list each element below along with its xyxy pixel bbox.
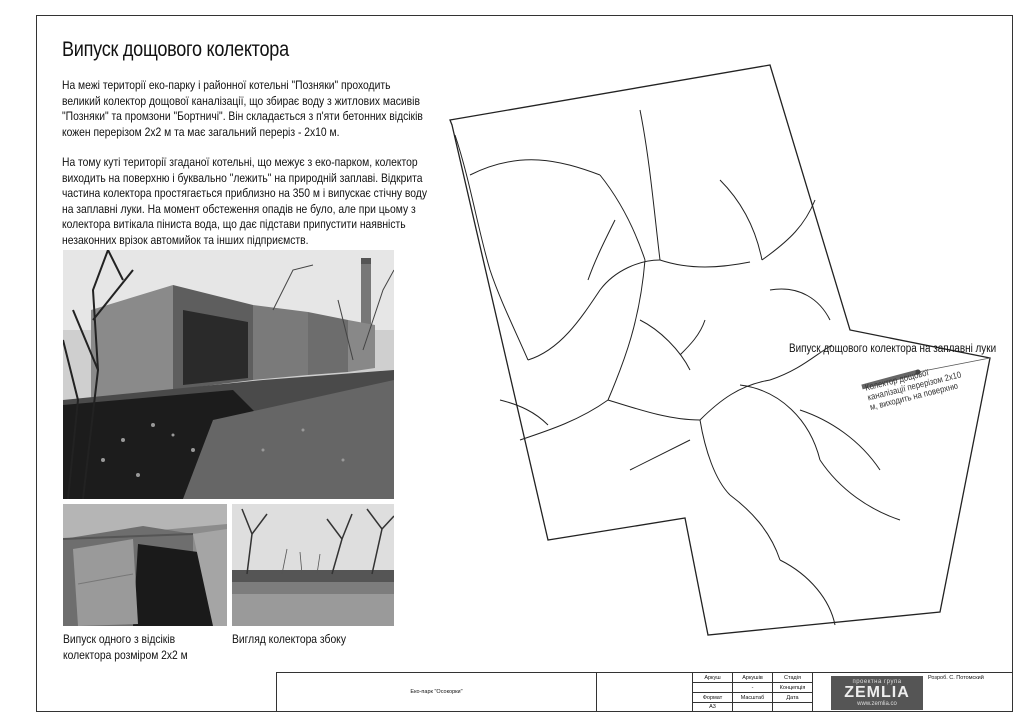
format-header: Формат xyxy=(693,693,733,703)
description-paragraph-1: На межі території еко-парку і районної котельні "Позняки" проходить великий колектор дощової каналізації, що збирає воду з житлових масивів "Позняки" та промзони "Бортничі". Він складається з п'яти бетонних відсіків кожен перерізом 2х2 м та має загальний переріз - 2х10 м. xyxy=(62,78,423,139)
project-name-cell xyxy=(277,673,597,712)
collector-note-text: Колектор дощової каналізації перерізом 2х10 м, виходить на поверхню xyxy=(864,367,963,413)
arkush-header: Аркуш xyxy=(693,673,733,683)
arkush-value xyxy=(693,683,733,693)
stadia-value: Концепція xyxy=(773,683,813,693)
logo-url-text: www.zemlia.co xyxy=(857,701,897,707)
page-title: Випуск дощового колектора xyxy=(62,38,289,61)
author-cell xyxy=(925,673,1013,712)
blank-cell xyxy=(597,673,693,712)
author-name: Розроб. С. Потомский xyxy=(928,675,984,681)
description-paragraph-2: На тому куті території згаданої котельні, що межує з еко-парком, колектор виходить на поверхню і буквально "лежить" на природній заплаві. Відкрита частина колектора простягається приблизно на 350 м і випускає стічну воду на заплавні луки. На момент обстеження опадів не було, але при цьому з колектора витікала пiниста вода, що дає підстави припустити наявність незаконних врізок автомийок та інших підприємств. xyxy=(62,155,427,247)
logo-main-text: ZEMLIA xyxy=(844,684,910,701)
main-photo xyxy=(63,250,394,499)
logo-top-text: проектна група xyxy=(852,679,902,685)
masshtab-header: Масштаб xyxy=(733,693,773,703)
masshtab-value xyxy=(733,703,773,712)
caption-collector-opening xyxy=(63,631,222,663)
title-block xyxy=(276,672,1013,712)
collector-outlet-label: Випуск дощового колектора на заплавні луки xyxy=(789,343,997,355)
stadia-header: Стадія xyxy=(773,673,813,683)
format-value: А3 xyxy=(693,703,733,712)
project-name: Еко-парк "Осокорки" xyxy=(410,689,463,695)
data-header: Дата xyxy=(773,693,813,703)
data-value xyxy=(773,703,813,712)
collector-opening-photo xyxy=(63,504,227,626)
caption-side-view: Вигляд колектора збоку xyxy=(232,632,346,646)
arkushiv-value: - xyxy=(733,683,773,693)
zemlia-logo xyxy=(831,676,923,710)
collector-side-view-photo xyxy=(232,504,394,626)
caption-text: Випуск одного з відсіків колектора розміром 2х2 м xyxy=(63,632,188,662)
arkushiv-header: Аркушів xyxy=(733,673,773,683)
